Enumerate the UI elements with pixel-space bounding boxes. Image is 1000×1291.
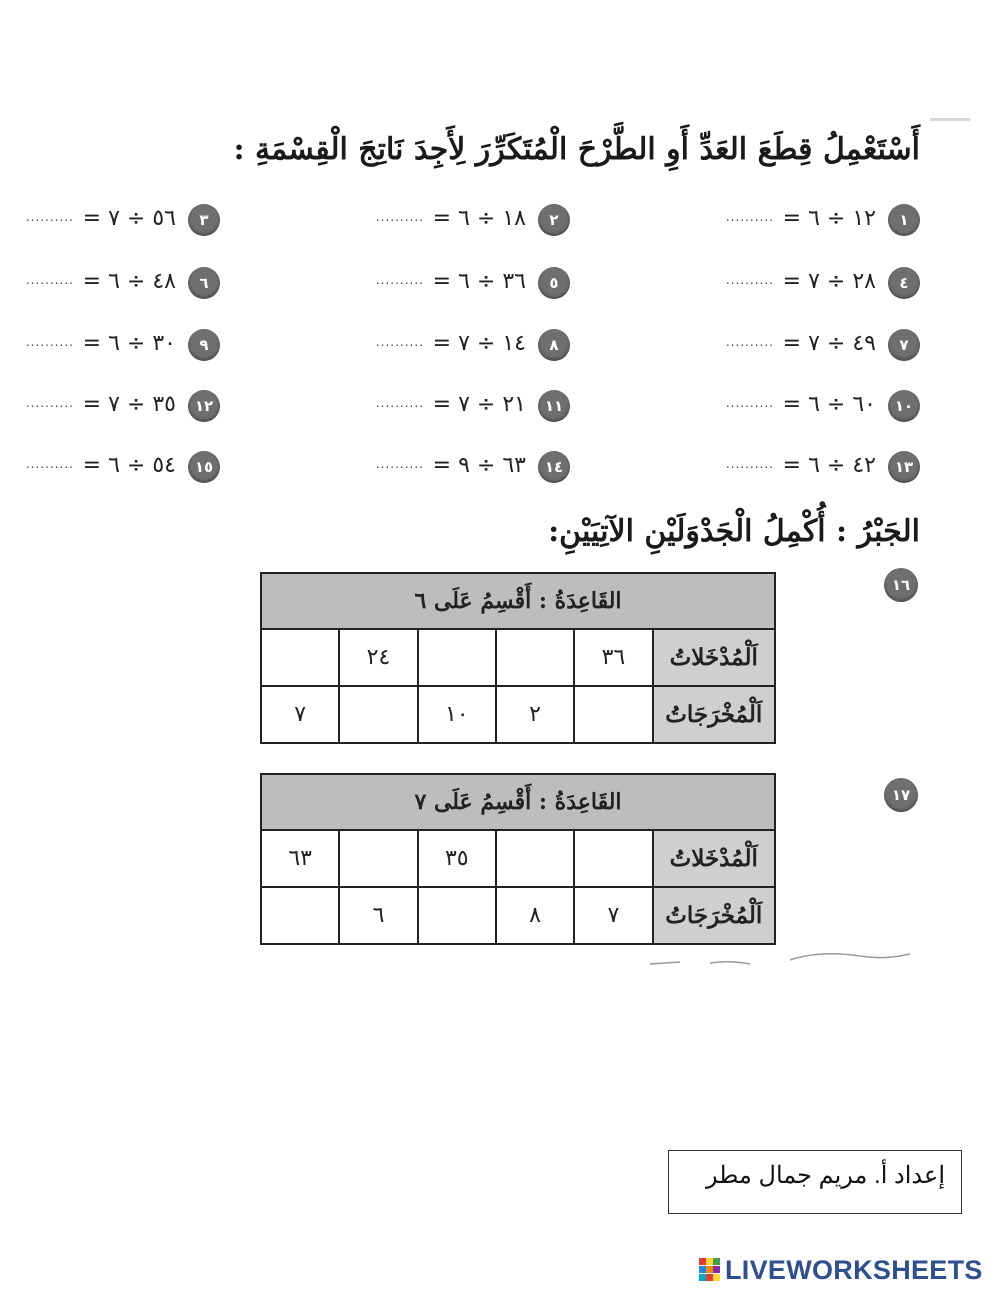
problem-number-badge: ٥ bbox=[538, 267, 570, 299]
problem-expression: ١٤ ÷ ٧ = bbox=[432, 331, 526, 356]
input-cell[interactable]: ٦٣ bbox=[261, 830, 339, 887]
output-cell[interactable]: ٦ bbox=[339, 887, 417, 944]
problem-expression: ٢١ ÷ ٧ = bbox=[432, 392, 526, 417]
problem-3 bbox=[0, 202, 220, 238]
brand-watermark[interactable] bbox=[698, 1252, 983, 1288]
problem-number-badge: ٧ bbox=[888, 329, 920, 361]
input-cell[interactable] bbox=[574, 830, 652, 887]
cropped-scribble bbox=[640, 948, 920, 968]
exercise-heading: أَسْتَعْمِلُ قِطَعَ العَدِّ أَوِ الطَّرْحَ الْمُتَكَرِّرَ لِأَجِدَ نَاتِجَ الْقِسْمَةِ : bbox=[233, 132, 920, 167]
answer-blank[interactable]: .......... bbox=[725, 335, 774, 349]
problem-10 bbox=[680, 388, 920, 424]
input-cell[interactable] bbox=[261, 629, 339, 686]
output-cell[interactable]: ٨ bbox=[496, 887, 574, 944]
problem-12 bbox=[0, 388, 220, 424]
rule-table-16 bbox=[260, 572, 776, 744]
problem-2 bbox=[330, 202, 570, 238]
problem-expression: ٢٨ ÷ ٧ = bbox=[782, 269, 876, 294]
problem-14 bbox=[330, 449, 570, 485]
answer-blank[interactable]: .......... bbox=[25, 396, 74, 410]
problem-number-badge: ١١ bbox=[538, 390, 570, 422]
problem-number-badge: ١٥ bbox=[188, 451, 220, 483]
problem-expression: ١٢ ÷ ٦ = bbox=[782, 206, 876, 231]
problem-number-badge: ١٤ bbox=[538, 451, 570, 483]
rule-header: القَاعِدَةُ : أَقْسِمُ عَلَى ٧ bbox=[261, 774, 775, 830]
outputs-label: اَلْمُخْرَجَاتُ bbox=[653, 686, 775, 743]
problem-6 bbox=[0, 265, 220, 301]
problem-expression: ٣٠ ÷ ٦ = bbox=[82, 331, 176, 356]
top-rule bbox=[930, 118, 970, 121]
problem-7 bbox=[680, 327, 920, 363]
answer-blank[interactable]: .......... bbox=[375, 210, 424, 224]
problem-expression: ٥٤ ÷ ٦ = bbox=[82, 453, 176, 478]
input-cell[interactable]: ٢٤ bbox=[339, 629, 417, 686]
rule-table-17 bbox=[260, 773, 776, 945]
problem-9 bbox=[0, 327, 220, 363]
problem-number-badge: ٦ bbox=[188, 267, 220, 299]
answer-blank[interactable]: .......... bbox=[725, 457, 774, 471]
algebra-heading: الجَبْرُ : أُكْمِلُ الْجَدْوَلَيْنِ الآتِيَيْنِ: bbox=[548, 514, 920, 549]
answer-blank[interactable]: .......... bbox=[725, 396, 774, 410]
answer-blank[interactable]: .......... bbox=[25, 335, 74, 349]
input-cell[interactable] bbox=[496, 830, 574, 887]
output-cell[interactable] bbox=[418, 887, 496, 944]
problem-expression: ٦٠ ÷ ٦ = bbox=[782, 392, 876, 417]
problem-number-badge: ١٣ bbox=[888, 451, 920, 483]
problem-15 bbox=[0, 449, 220, 485]
inputs-row bbox=[261, 629, 775, 686]
problem-expression: ٤٩ ÷ ٧ = bbox=[782, 331, 876, 356]
problem-expression: ٥٦ ÷ ٧ = bbox=[82, 206, 176, 231]
problem-8 bbox=[330, 327, 570, 363]
answer-blank[interactable]: .......... bbox=[375, 273, 424, 287]
output-cell[interactable] bbox=[339, 686, 417, 743]
outputs-row bbox=[261, 686, 775, 743]
inputs-row bbox=[261, 830, 775, 887]
inputs-label: اَلْمُدْخَلاتُ bbox=[653, 629, 775, 686]
output-cell[interactable] bbox=[574, 686, 652, 743]
problem-number-badge: ٨ bbox=[538, 329, 570, 361]
output-cell[interactable]: ٧ bbox=[261, 686, 339, 743]
output-cell[interactable]: ١٠ bbox=[418, 686, 496, 743]
output-cell[interactable]: ٧ bbox=[574, 887, 652, 944]
input-cell[interactable]: ٣٥ bbox=[418, 830, 496, 887]
answer-blank[interactable]: .......... bbox=[375, 457, 424, 471]
problem-expression: ٣٥ ÷ ٧ = bbox=[82, 392, 176, 417]
answer-blank[interactable]: .......... bbox=[375, 335, 424, 349]
problem-expression: ٦٣ ÷ ٩ = bbox=[432, 453, 526, 478]
problem-11 bbox=[330, 388, 570, 424]
rule-header: القَاعِدَةُ : أَقْسِمُ عَلَى ٦ bbox=[261, 573, 775, 629]
output-cell[interactable] bbox=[261, 887, 339, 944]
problem-number-badge: ٤ bbox=[888, 267, 920, 299]
problem-13 bbox=[680, 449, 920, 485]
answer-blank[interactable]: .......... bbox=[25, 273, 74, 287]
input-cell[interactable]: ٣٦ bbox=[574, 629, 652, 686]
input-cell[interactable] bbox=[418, 629, 496, 686]
answer-blank[interactable]: .......... bbox=[25, 457, 74, 471]
problem-number-badge: ١ bbox=[888, 204, 920, 236]
table-number-badge: ١٧ bbox=[884, 778, 918, 812]
brand-name: LIVEWORKSHEETS bbox=[725, 1254, 983, 1285]
problem-number-badge: ٩ bbox=[188, 329, 220, 361]
input-cell[interactable] bbox=[496, 629, 574, 686]
table-number-badge: ١٦ bbox=[884, 568, 918, 602]
answer-blank[interactable]: .......... bbox=[375, 396, 424, 410]
input-cell[interactable] bbox=[339, 830, 417, 887]
problem-4 bbox=[680, 265, 920, 301]
problem-5 bbox=[330, 265, 570, 301]
output-cell[interactable]: ٢ bbox=[496, 686, 574, 743]
problem-number-badge: ٣ bbox=[188, 204, 220, 236]
inputs-label: اَلْمُدْخَلاتُ bbox=[653, 830, 775, 887]
problem-expression: ٤٨ ÷ ٦ = bbox=[82, 269, 176, 294]
outputs-row bbox=[261, 887, 775, 944]
problem-number-badge: ١٢ bbox=[188, 390, 220, 422]
problem-number-badge: ١٠ bbox=[888, 390, 920, 422]
problem-expression: ٤٢ ÷ ٦ = bbox=[782, 453, 876, 478]
problem-1 bbox=[680, 202, 920, 238]
problem-expression: ١٨ ÷ ٦ = bbox=[432, 206, 526, 231]
problem-number-badge: ٢ bbox=[538, 204, 570, 236]
problem-expression: ٣٦ ÷ ٦ = bbox=[432, 269, 526, 294]
answer-blank[interactable]: .......... bbox=[725, 210, 774, 224]
author-credit: إعداد أ. مريم جمال مطر bbox=[668, 1150, 962, 1214]
outputs-label: اَلْمُخْرَجَاتُ bbox=[653, 887, 775, 944]
liveworksheets-logo-icon bbox=[698, 1257, 722, 1283]
answer-blank[interactable]: .......... bbox=[25, 210, 74, 224]
answer-blank[interactable]: .......... bbox=[725, 273, 774, 287]
